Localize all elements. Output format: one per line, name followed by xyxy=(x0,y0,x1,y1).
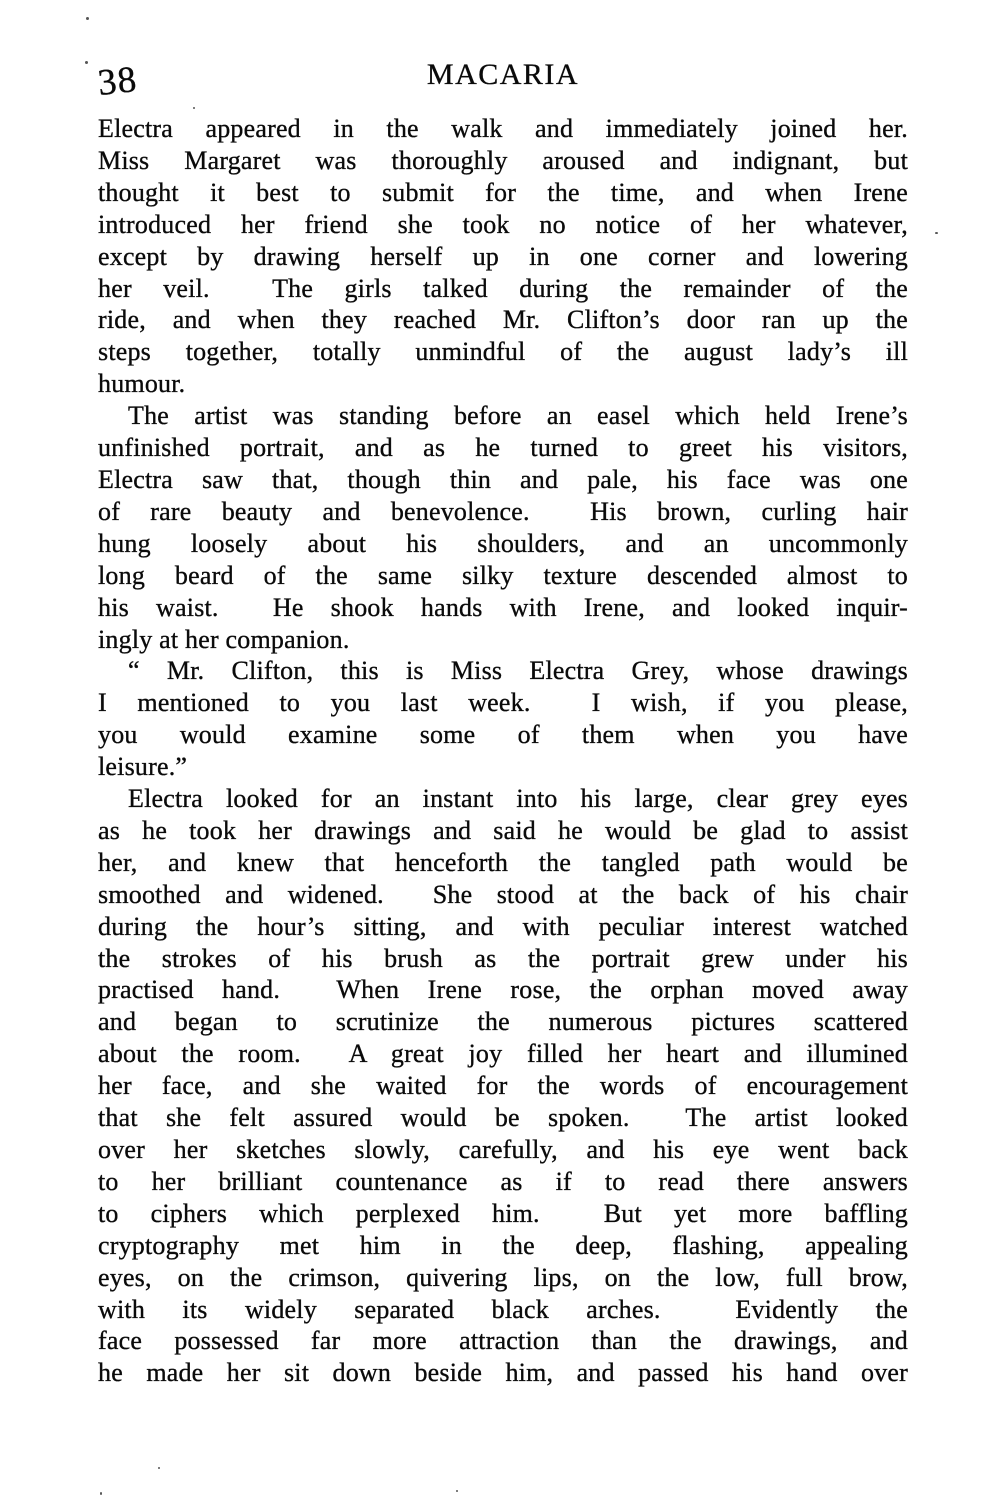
text-line: thought it best to submit for the time, and when Irene xyxy=(98,177,908,207)
scan-speck xyxy=(100,1492,102,1495)
text-line: his waist. He shook hands with Irene, and looked inquir- xyxy=(98,592,908,622)
text-line: Electra saw that, though thin and pale, his face was one xyxy=(98,464,908,494)
scan-speck xyxy=(85,61,88,64)
scan-speck xyxy=(935,232,938,234)
text-line: cryptography met him in the deep, flashing, appealing xyxy=(98,1230,908,1260)
page-number: 38 xyxy=(95,59,140,104)
paragraph xyxy=(98,655,908,783)
text-line: over her sketches slowly, carefully, and his eye went back xyxy=(98,1135,908,1164)
running-title: MACARIA xyxy=(426,58,580,91)
text-line: Electra looked for an instant into his large, clear grey eyes xyxy=(128,784,908,814)
text-line: except by drawing herself up in one corner and lowering xyxy=(98,241,908,271)
text-line: the strokes of his brush as the portrait grew under his xyxy=(98,943,908,973)
text-line: to ciphers which perplexed him. But yet more baffling xyxy=(98,1198,908,1228)
scan-speck xyxy=(158,1467,160,1469)
text-line: steps together, totally unmindful of the august lady’s ill xyxy=(98,337,908,367)
text-line: leisure.” xyxy=(98,752,188,782)
scan-speck xyxy=(86,17,89,20)
text-line: unfinished portrait, and as he turned to greet his visitors, xyxy=(98,433,908,463)
paragraph xyxy=(98,113,908,400)
text-line: Electra appeared in the walk and immediately joined her. xyxy=(98,114,908,143)
text-line: to her brilliant countenance as if to read there answers xyxy=(98,1166,908,1196)
text-line: hung loosely about his shoulders, and an uncommonly xyxy=(98,528,908,558)
text-line: her, and knew that henceforth the tangled path would be xyxy=(98,847,908,877)
text-line: ride, and when they reached Mr. Clifton’s door ran up the xyxy=(98,305,908,335)
text-line: introduced her friend she took no notice of her whatever, xyxy=(98,209,908,239)
scan-speck xyxy=(193,107,195,109)
text-line: “ Mr. Clifton, this is Miss Electra Grey, whose drawings xyxy=(128,656,908,686)
text-line: about the room. A great joy filled her heart and illumined xyxy=(98,1039,908,1069)
text-line: as he took her drawings and said he would be glad to assist xyxy=(98,815,908,845)
paragraph xyxy=(98,400,908,655)
text-line: face possessed far more attraction than the drawings, and xyxy=(98,1326,908,1356)
text-line: during the hour’s sitting, and with peculiar interest watched xyxy=(98,911,908,941)
text-line: with its widely separated black arches. Evidently the xyxy=(98,1294,908,1324)
running-head xyxy=(95,58,908,104)
text-line: her veil. The girls talked during the remainder of the xyxy=(98,273,908,303)
text-line: humour. xyxy=(98,369,186,399)
page-body xyxy=(98,113,908,1389)
text-line: practised hand. When Irene rose, the orphan moved away xyxy=(98,975,908,1005)
text-line: Miss Margaret was thoroughly aroused and indignant, but xyxy=(98,145,908,175)
text-line: of rare beauty and benevolence. His brown, curling hair xyxy=(98,496,908,526)
text-line: The artist was standing before an easel which held Irene’s xyxy=(128,401,908,431)
paragraph xyxy=(98,783,908,1389)
scan-speck xyxy=(456,1490,458,1492)
text-line: her face, and she waited for the words of encouragement xyxy=(98,1071,908,1101)
text-line: you would examine some of them when you have xyxy=(98,720,908,750)
text-line: long beard of the same silky texture descended almost to xyxy=(98,560,908,590)
text-line: ingly at her companion. xyxy=(98,624,350,654)
text-line: he made her sit down beside him, and passed his hand over xyxy=(98,1358,908,1388)
text-line: I mentioned to you last week. I wish, if you please, xyxy=(98,688,908,718)
text-line: that she felt assured would be spoken. The artist looked xyxy=(98,1103,908,1133)
text-line: smoothed and widened. She stood at the back of his chair xyxy=(98,879,908,909)
text-line: and began to scrutinize the numerous pictures scattered xyxy=(98,1007,908,1037)
text-line: eyes, on the crimson, quivering lips, on the low, full brow, xyxy=(98,1262,908,1292)
